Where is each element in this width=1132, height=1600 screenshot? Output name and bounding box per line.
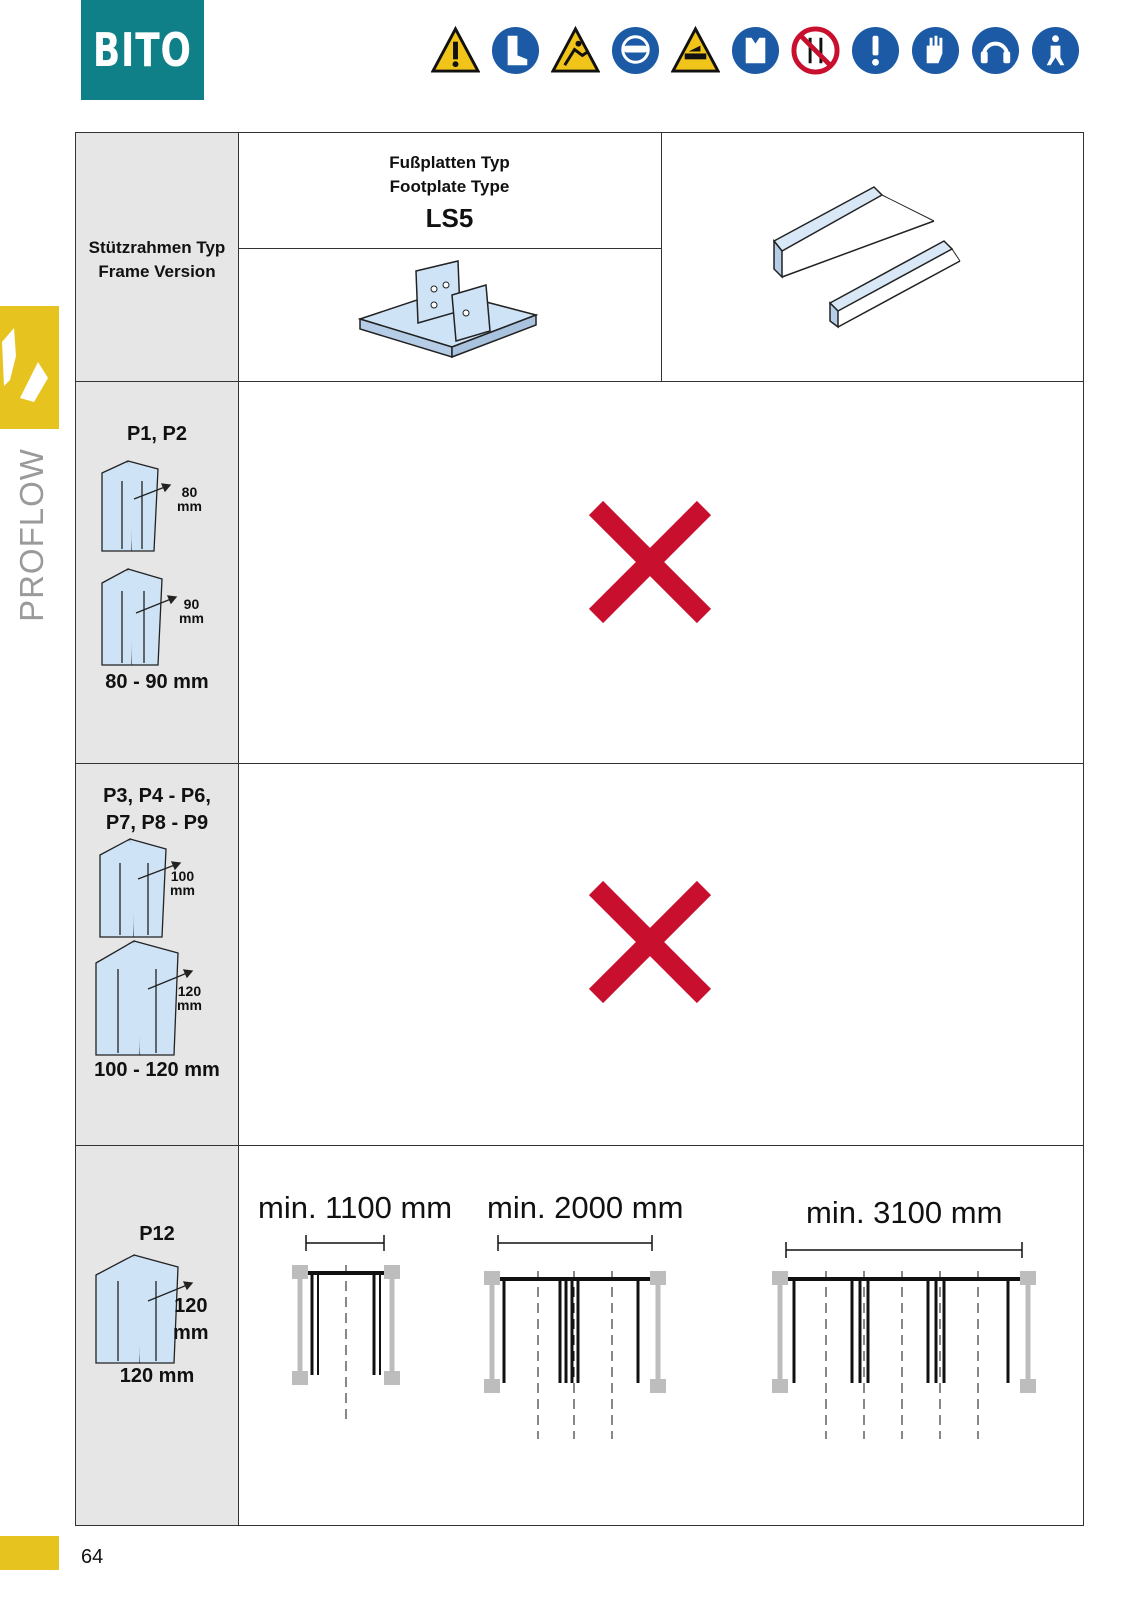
section-label: PROFLOW xyxy=(13,448,50,622)
row2-profiles: P3, P4 - P6, P7, P8 - P9 xyxy=(103,785,211,834)
hand-crush-warning-icon xyxy=(671,26,720,75)
page-number: 64 xyxy=(81,1546,104,1568)
hi-vis-vest-icon xyxy=(731,26,780,75)
row1-dim-b: 90 mm xyxy=(179,596,204,626)
frame-header: Stützrahmen Typ Frame Version xyxy=(88,238,226,281)
spacing-2000: min. 2000 mm xyxy=(487,1190,684,1225)
row2-range: 100 - 120 mm xyxy=(94,1059,220,1081)
not-compatible-icon xyxy=(586,498,714,626)
spacing-3100: min. 3100 mm xyxy=(806,1195,1003,1230)
row1-dim-a: 80 mm xyxy=(177,484,202,514)
safety-gloves-icon xyxy=(911,26,960,75)
bito-logo: BITO xyxy=(81,0,204,100)
row2-dim-b: 120 mm xyxy=(177,983,202,1013)
row3-profile-illustration xyxy=(94,1253,234,1367)
row1-profiles: P1, P2 xyxy=(126,423,188,445)
eye-protection-icon xyxy=(611,26,660,75)
row3-range: 120 mm xyxy=(119,1365,195,1387)
rack-footplate-illustration xyxy=(764,181,964,331)
footplate-illustration xyxy=(358,251,548,379)
ear-protection-icon xyxy=(971,26,1020,75)
rack-spacing-diagrams xyxy=(276,1225,1076,1440)
row1-range: 80 - 90 mm xyxy=(105,671,209,693)
compatibility-table xyxy=(75,132,1084,1526)
no-climbing-icon xyxy=(791,26,840,75)
row2-profile-illustration xyxy=(94,835,234,1063)
row3-dim-a: 120 mm xyxy=(173,1295,209,1344)
safety-boots-icon xyxy=(491,26,540,75)
chapter-tab xyxy=(0,306,59,429)
spacing-1100: min. 1100 mm xyxy=(258,1190,453,1225)
not-compatible-icon xyxy=(586,878,714,1006)
safety-harness-icon xyxy=(1031,26,1080,75)
row1-profile-illustration xyxy=(98,451,228,681)
footer-tab xyxy=(0,1536,59,1570)
general-warning-icon xyxy=(431,26,480,75)
row3-profiles: P12 xyxy=(139,1223,175,1245)
slip-hazard-icon xyxy=(551,26,600,75)
mandatory-action-icon xyxy=(851,26,900,75)
safety-icons xyxy=(431,26,1080,75)
row2-dim-a: 100 mm xyxy=(170,868,195,898)
footplate-header: Fußplatten Typ Footplate Type LS5 xyxy=(389,153,510,233)
chapter-marker-icon xyxy=(0,306,59,429)
